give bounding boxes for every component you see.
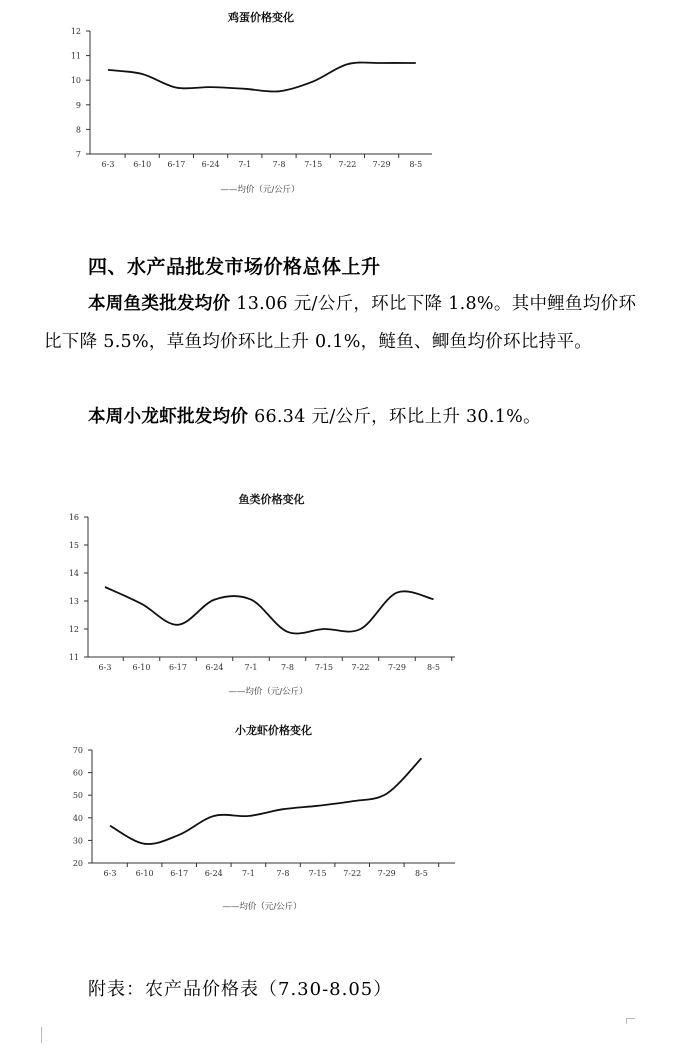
x-tick-label: 7-29 — [388, 663, 406, 672]
x-tick-label: 7-8 — [272, 160, 286, 169]
y-tick-label: 60 — [72, 768, 83, 778]
crayfish-price-chart — [0, 718, 673, 918]
x-tick-label: 6-24 — [205, 663, 224, 672]
chart-title: 小龙虾价格变化 — [235, 724, 312, 737]
y-tick-label: 11 — [70, 51, 81, 61]
section-heading: 四、水产品批发市场价格总体上升 — [88, 256, 381, 278]
x-tick-label: 7-29 — [377, 869, 396, 878]
x-tick-label: 7-1 — [244, 663, 258, 672]
y-tick-label: 13 — [68, 597, 79, 606]
x-tick-label: 6-10 — [133, 160, 152, 169]
chart-legend: ——均价（元/公斤） — [220, 185, 300, 195]
chart-title: 鸡蛋价格变化 — [228, 11, 294, 24]
x-tick-label: 6-3 — [98, 663, 112, 672]
x-tick-label: 6-10 — [135, 869, 154, 878]
y-tick-label: 7 — [75, 150, 81, 159]
y-tick-label: 40 — [72, 813, 83, 823]
x-tick-label: 7-8 — [281, 663, 294, 672]
page-corner-mark-left — [41, 1027, 42, 1043]
x-tick-label: 6-24 — [201, 160, 220, 169]
y-tick-label: 16 — [68, 513, 79, 522]
fish-price-paragraph — [44, 285, 644, 361]
y-tick-label: 9 — [75, 100, 81, 110]
x-tick-label: 6-10 — [132, 663, 151, 672]
series-line-avg-price — [108, 62, 416, 91]
x-tick-label: 6-3 — [101, 160, 115, 169]
crayfish-price-paragraph — [44, 398, 644, 436]
series-line-avg-price — [110, 758, 421, 844]
series-line-avg-price — [105, 587, 434, 634]
egg-price-chart — [0, 0, 673, 205]
chart-legend: ——均价（元/公斤） — [222, 902, 302, 912]
y-tick-label: 12 — [68, 625, 79, 634]
x-tick-label: 7-22 — [351, 663, 370, 672]
appendix-title: 附表：农产品价格表（7.30-8.05） — [88, 979, 393, 1000]
x-tick-label: 6-17 — [169, 663, 187, 672]
x-tick-label: 6-24 — [204, 869, 223, 878]
y-tick-label: 8 — [75, 125, 81, 135]
page-corner-mark-right — [626, 1018, 635, 1024]
x-tick-label: 8-5 — [427, 663, 440, 672]
y-tick-label: 11 — [68, 653, 79, 662]
x-tick-label: 6-3 — [103, 869, 117, 878]
x-tick-label: 7-15 — [308, 869, 327, 878]
chart-legend: ——均价（元/公斤） — [228, 687, 308, 697]
x-tick-label: 7-8 — [276, 869, 290, 878]
y-tick-label: 10 — [70, 76, 81, 86]
x-tick-label: 7-22 — [338, 160, 357, 169]
y-tick-label: 15 — [68, 541, 79, 550]
x-tick-label: 7-15 — [304, 160, 323, 169]
x-tick-label: 7-22 — [343, 869, 362, 878]
x-tick-label: 6-17 — [167, 160, 186, 169]
chart-title: 鱼类价格变化 — [238, 493, 305, 506]
fish-price-text: 13.06 元/公斤，环比下降 1.8%。其中鲤鱼均价环比下降 5.5%，草鱼均价环比上升 0.1%，鲢鱼、鲫鱼均价环比持平。 — [44, 294, 637, 352]
y-tick-label: 50 — [72, 791, 83, 801]
x-tick-label: 8-5 — [414, 869, 428, 878]
crayfish-price-lead: 本周小龙虾批发均价 — [88, 407, 249, 427]
x-tick-label: 6-17 — [170, 869, 189, 878]
y-tick-label: 20 — [72, 859, 83, 868]
y-tick-label: 12 — [70, 27, 81, 36]
fish-price-chart — [0, 488, 673, 703]
y-tick-label: 70 — [72, 746, 83, 755]
crayfish-price-text: 66.34 元/公斤，环比上升 30.1%。 — [248, 407, 541, 427]
x-tick-label: 8-5 — [409, 160, 423, 169]
y-tick-label: 14 — [68, 569, 79, 578]
fish-price-lead: 本周鱼类批发均价 — [88, 294, 231, 314]
x-tick-label: 7-1 — [241, 869, 255, 878]
y-tick-label: 30 — [72, 836, 83, 846]
x-tick-label: 7-1 — [238, 160, 252, 169]
x-tick-label: 7-29 — [372, 160, 391, 169]
x-tick-label: 7-15 — [315, 663, 333, 672]
